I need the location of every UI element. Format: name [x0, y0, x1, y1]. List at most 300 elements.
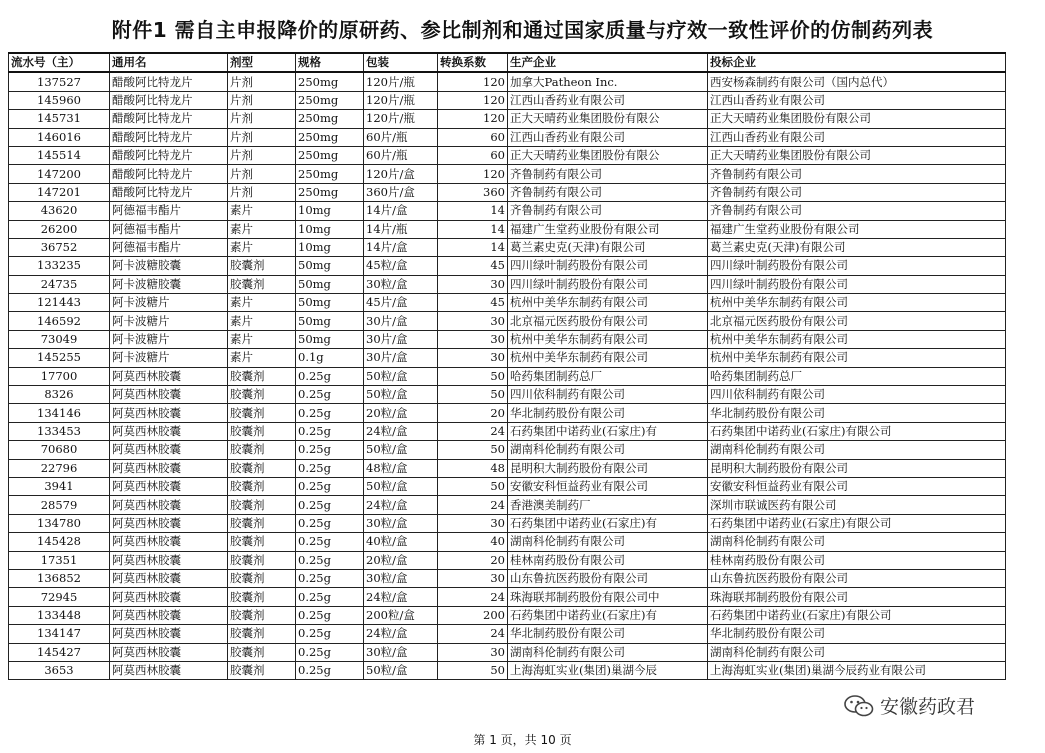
cell-serial-no: 133448 [9, 606, 110, 624]
cell-package: 45粒/盒 [364, 257, 438, 275]
cell-dosage-form: 胶囊剂 [228, 569, 296, 587]
cell-generic-name: 阿卡波糖片 [110, 330, 228, 348]
cell-manufacturer: 山东鲁抗医药股份有限公司 [508, 569, 708, 587]
cell-dosage-form: 胶囊剂 [228, 514, 296, 532]
cell-bidding-company: 安徽安科恒益药业有限公司 [708, 477, 1006, 495]
cell-manufacturer: 葛兰素史克(天津)有限公司 [508, 238, 708, 256]
cell-conversion-factor: 45 [438, 257, 508, 275]
cell-bidding-company: 福建广生堂药业股份有限公司 [708, 220, 1006, 238]
cell-conversion-factor: 48 [438, 459, 508, 477]
table-row [9, 625, 1006, 643]
cell-generic-name: 阿德福韦酯片 [110, 202, 228, 220]
cell-bidding-company: 葛兰素史克(天津)有限公司 [708, 238, 1006, 256]
cell-spec: 250mg [296, 165, 364, 183]
cell-serial-no: 136852 [9, 569, 110, 587]
cell-spec: 0.25g [296, 477, 364, 495]
cell-package: 24粒/盒 [364, 496, 438, 514]
cell-serial-no: 3941 [9, 477, 110, 495]
cell-generic-name: 阿莫西林胶囊 [110, 459, 228, 477]
cell-serial-no: 17351 [9, 551, 110, 569]
cell-serial-no: 43620 [9, 202, 110, 220]
cell-package: 30片/盒 [364, 312, 438, 330]
cell-manufacturer: 加拿大Patheon Inc. [508, 72, 708, 91]
cell-serial-no: 145731 [9, 110, 110, 128]
cell-conversion-factor: 30 [438, 330, 508, 348]
cell-dosage-form: 胶囊剂 [228, 606, 296, 624]
cell-spec: 250mg [296, 110, 364, 128]
cell-conversion-factor: 20 [438, 551, 508, 569]
cell-bidding-company: 上海海虹实业(集团)巢湖今辰药业有限公司 [708, 661, 1006, 679]
cell-manufacturer: 杭州中美华东制药有限公司 [508, 294, 708, 312]
table-row [9, 477, 1006, 495]
cell-dosage-form: 素片 [228, 294, 296, 312]
cell-conversion-factor: 50 [438, 367, 508, 385]
cell-conversion-factor: 60 [438, 128, 508, 146]
cell-serial-no: 72945 [9, 588, 110, 606]
cell-dosage-form: 片剂 [228, 128, 296, 146]
cell-serial-no: 70680 [9, 441, 110, 459]
cell-package: 60片/瓶 [364, 128, 438, 146]
cell-spec: 0.25g [296, 551, 364, 569]
wechat-icon [844, 694, 874, 718]
cell-dosage-form: 素片 [228, 238, 296, 256]
cell-generic-name: 醋酸阿比特龙片 [110, 183, 228, 201]
cell-bidding-company: 四川绿叶制药股份有限公司 [708, 257, 1006, 275]
cell-dosage-form: 胶囊剂 [228, 441, 296, 459]
table-row [9, 569, 1006, 587]
cell-spec: 0.25g [296, 606, 364, 624]
cell-dosage-form: 胶囊剂 [228, 496, 296, 514]
cell-manufacturer: 四川绿叶制药股份有限公司 [508, 275, 708, 293]
cell-dosage-form: 胶囊剂 [228, 643, 296, 661]
cell-bidding-company: 珠海联邦制药股份有限公司 [708, 588, 1006, 606]
cell-serial-no: 145427 [9, 643, 110, 661]
table-row [9, 588, 1006, 606]
cell-bidding-company: 杭州中美华东制药有限公司 [708, 330, 1006, 348]
cell-dosage-form: 片剂 [228, 72, 296, 91]
table-row [9, 294, 1006, 312]
cell-spec: 250mg [296, 183, 364, 201]
cell-generic-name: 阿莫西林胶囊 [110, 514, 228, 532]
cell-generic-name: 阿卡波糖片 [110, 349, 228, 367]
cell-package: 30粒/盒 [364, 643, 438, 661]
cell-dosage-form: 胶囊剂 [228, 533, 296, 551]
cell-conversion-factor: 120 [438, 165, 508, 183]
cell-package: 30粒/盒 [364, 275, 438, 293]
cell-conversion-factor: 24 [438, 496, 508, 514]
cell-serial-no: 121443 [9, 294, 110, 312]
cell-serial-no: 73049 [9, 330, 110, 348]
cell-package: 50粒/盒 [364, 367, 438, 385]
cell-package: 20粒/盒 [364, 404, 438, 422]
cell-bidding-company: 西安杨森制药有限公司（国内总代） [708, 72, 1006, 91]
cell-package: 14片/盒 [364, 202, 438, 220]
cell-manufacturer: 安徽安科恒益药业有限公司 [508, 477, 708, 495]
cell-generic-name: 阿莫西林胶囊 [110, 551, 228, 569]
cell-generic-name: 阿卡波糖片 [110, 294, 228, 312]
watermark-text: 安徽药政君 [880, 696, 976, 718]
cell-bidding-company: 湖南科伦制药有限公司 [708, 533, 1006, 551]
cell-package: 48粒/盒 [364, 459, 438, 477]
cell-bidding-company: 山东鲁抗医药股份有限公司 [708, 569, 1006, 587]
cell-serial-no: 145960 [9, 91, 110, 109]
cell-manufacturer: 香港澳美制药厂 [508, 496, 708, 514]
cell-conversion-factor: 14 [438, 238, 508, 256]
cell-manufacturer: 江西山香药业有限公司 [508, 128, 708, 146]
cell-serial-no: 146592 [9, 312, 110, 330]
cell-conversion-factor: 30 [438, 312, 508, 330]
cell-generic-name: 阿莫西林胶囊 [110, 625, 228, 643]
cell-spec: 0.1g [296, 349, 364, 367]
cell-manufacturer: 石药集团中诺药业(石家庄)有 [508, 422, 708, 440]
table-row [9, 606, 1006, 624]
cell-conversion-factor: 50 [438, 661, 508, 679]
cell-conversion-factor: 24 [438, 588, 508, 606]
cell-dosage-form: 胶囊剂 [228, 422, 296, 440]
cell-conversion-factor: 40 [438, 533, 508, 551]
cell-manufacturer: 石药集团中诺药业(石家庄)有 [508, 514, 708, 532]
cell-conversion-factor: 360 [438, 183, 508, 201]
cell-generic-name: 阿莫西林胶囊 [110, 588, 228, 606]
cell-serial-no: 137527 [9, 72, 110, 91]
table-row [9, 146, 1006, 164]
table-header-row [9, 53, 1006, 72]
cell-bidding-company: 华北制药股份有限公司 [708, 404, 1006, 422]
cell-conversion-factor: 120 [438, 72, 508, 91]
cell-conversion-factor: 30 [438, 275, 508, 293]
cell-generic-name: 阿卡波糖胶囊 [110, 275, 228, 293]
cell-spec: 50mg [296, 312, 364, 330]
table-body [9, 72, 1006, 679]
cell-dosage-form: 素片 [228, 220, 296, 238]
cell-conversion-factor: 24 [438, 625, 508, 643]
cell-serial-no: 146016 [9, 128, 110, 146]
cell-spec: 10mg [296, 202, 364, 220]
cell-dosage-form: 胶囊剂 [228, 367, 296, 385]
cell-manufacturer: 上海海虹实业(集团)巢湖今辰 [508, 661, 708, 679]
cell-package: 120片/瓶 [364, 91, 438, 109]
cell-bidding-company: 四川绿叶制药股份有限公司 [708, 275, 1006, 293]
cell-bidding-company: 湖南科伦制药有限公司 [708, 441, 1006, 459]
cell-conversion-factor: 30 [438, 569, 508, 587]
header-conversion-factor: 转换系数 [438, 53, 508, 72]
cell-dosage-form: 胶囊剂 [228, 477, 296, 495]
cell-package: 20粒/盒 [364, 551, 438, 569]
cell-conversion-factor: 30 [438, 349, 508, 367]
cell-spec: 250mg [296, 91, 364, 109]
cell-dosage-form: 胶囊剂 [228, 625, 296, 643]
cell-bidding-company: 昆明积大制药股份有限公司 [708, 459, 1006, 477]
cell-bidding-company: 正大天晴药业集团股份有限公司 [708, 110, 1006, 128]
table-row [9, 312, 1006, 330]
table-row [9, 183, 1006, 201]
cell-manufacturer: 正大天晴药业集团股份有限公 [508, 110, 708, 128]
cell-spec: 0.25g [296, 441, 364, 459]
cell-generic-name: 醋酸阿比特龙片 [110, 146, 228, 164]
header-serial-no: 流水号（主） [9, 53, 110, 72]
cell-package: 40粒/盒 [364, 533, 438, 551]
cell-generic-name: 阿卡波糖胶囊 [110, 257, 228, 275]
cell-serial-no: 22796 [9, 459, 110, 477]
cell-conversion-factor: 200 [438, 606, 508, 624]
cell-bidding-company: 江西山香药业有限公司 [708, 128, 1006, 146]
cell-package: 14片/盒 [364, 238, 438, 256]
cell-package: 30粒/盒 [364, 514, 438, 532]
cell-generic-name: 醋酸阿比特龙片 [110, 91, 228, 109]
cell-bidding-company: 齐鲁制药有限公司 [708, 183, 1006, 201]
cell-generic-name: 阿德福韦酯片 [110, 220, 228, 238]
cell-manufacturer: 齐鲁制药有限公司 [508, 183, 708, 201]
cell-spec: 50mg [296, 275, 364, 293]
cell-spec: 50mg [296, 330, 364, 348]
cell-conversion-factor: 24 [438, 422, 508, 440]
table-row [9, 220, 1006, 238]
cell-conversion-factor: 50 [438, 386, 508, 404]
cell-package: 30片/盒 [364, 349, 438, 367]
table-row [9, 459, 1006, 477]
cell-bidding-company: 石药集团中诺药业(石家庄)有限公司 [708, 514, 1006, 532]
cell-dosage-form: 素片 [228, 202, 296, 220]
cell-spec: 0.25g [296, 643, 364, 661]
cell-dosage-form: 胶囊剂 [228, 275, 296, 293]
cell-serial-no: 3653 [9, 661, 110, 679]
cell-package: 120片/瓶 [364, 72, 438, 91]
cell-package: 50粒/盒 [364, 386, 438, 404]
cell-manufacturer: 杭州中美华东制药有限公司 [508, 330, 708, 348]
cell-manufacturer: 北京福元医药股份有限公司 [508, 312, 708, 330]
table-row [9, 386, 1006, 404]
cell-conversion-factor: 45 [438, 294, 508, 312]
table-row [9, 533, 1006, 551]
cell-dosage-form: 片剂 [228, 146, 296, 164]
cell-conversion-factor: 120 [438, 91, 508, 109]
cell-generic-name: 阿卡波糖片 [110, 312, 228, 330]
cell-manufacturer: 湖南科伦制药有限公司 [508, 643, 708, 661]
cell-serial-no: 134780 [9, 514, 110, 532]
cell-spec: 0.25g [296, 496, 364, 514]
cell-package: 120片/瓶 [364, 110, 438, 128]
cell-manufacturer: 福建广生堂药业股份有限公司 [508, 220, 708, 238]
cell-manufacturer: 齐鲁制药有限公司 [508, 202, 708, 220]
cell-manufacturer: 昆明积大制药股份有限公司 [508, 459, 708, 477]
cell-dosage-form: 胶囊剂 [228, 404, 296, 422]
cell-manufacturer: 石药集团中诺药业(石家庄)有 [508, 606, 708, 624]
cell-bidding-company: 齐鲁制药有限公司 [708, 202, 1006, 220]
table-row [9, 275, 1006, 293]
cell-serial-no: 134146 [9, 404, 110, 422]
cell-dosage-form: 片剂 [228, 110, 296, 128]
cell-package: 24粒/盒 [364, 588, 438, 606]
cell-bidding-company: 正大天晴药业集团股份有限公司 [708, 146, 1006, 164]
table-row [9, 643, 1006, 661]
cell-spec: 0.25g [296, 569, 364, 587]
cell-serial-no: 36752 [9, 238, 110, 256]
cell-generic-name: 阿莫西林胶囊 [110, 386, 228, 404]
cell-package: 50粒/盒 [364, 661, 438, 679]
table-row [9, 551, 1006, 569]
cell-spec: 0.25g [296, 514, 364, 532]
table-row [9, 404, 1006, 422]
cell-package: 200粒/盒 [364, 606, 438, 624]
header-generic-name: 通用名 [110, 53, 228, 72]
table-row [9, 514, 1006, 532]
cell-generic-name: 阿莫西林胶囊 [110, 404, 228, 422]
cell-generic-name: 阿莫西林胶囊 [110, 496, 228, 514]
table-row [9, 238, 1006, 256]
header-package: 包装 [364, 53, 438, 72]
table-row [9, 422, 1006, 440]
cell-dosage-form: 片剂 [228, 91, 296, 109]
cell-conversion-factor: 50 [438, 441, 508, 459]
cell-spec: 0.25g [296, 533, 364, 551]
table-row [9, 91, 1006, 109]
table-row [9, 330, 1006, 348]
table-row [9, 441, 1006, 459]
cell-generic-name: 阿莫西林胶囊 [110, 367, 228, 385]
cell-dosage-form: 素片 [228, 312, 296, 330]
cell-bidding-company: 齐鲁制药有限公司 [708, 165, 1006, 183]
cell-conversion-factor: 50 [438, 477, 508, 495]
cell-generic-name: 阿莫西林胶囊 [110, 477, 228, 495]
cell-spec: 50mg [296, 257, 364, 275]
cell-dosage-form: 胶囊剂 [228, 661, 296, 679]
table-row [9, 661, 1006, 679]
cell-serial-no: 147201 [9, 183, 110, 201]
cell-package: 50粒/盒 [364, 441, 438, 459]
table-row [9, 349, 1006, 367]
header-dosage-form: 剂型 [228, 53, 296, 72]
cell-dosage-form: 片剂 [228, 165, 296, 183]
cell-spec: 250mg [296, 146, 364, 164]
cell-dosage-form: 胶囊剂 [228, 551, 296, 569]
cell-serial-no: 145514 [9, 146, 110, 164]
cell-dosage-form: 素片 [228, 349, 296, 367]
cell-package: 45片/盒 [364, 294, 438, 312]
cell-conversion-factor: 14 [438, 202, 508, 220]
cell-package: 24粒/盒 [364, 422, 438, 440]
table-row [9, 257, 1006, 275]
cell-spec: 10mg [296, 220, 364, 238]
cell-bidding-company: 华北制药股份有限公司 [708, 625, 1006, 643]
cell-manufacturer: 珠海联邦制药股份有限公司中 [508, 588, 708, 606]
cell-manufacturer: 四川绿叶制药股份有限公司 [508, 257, 708, 275]
cell-manufacturer: 杭州中美华东制药有限公司 [508, 349, 708, 367]
cell-bidding-company: 杭州中美华东制药有限公司 [708, 294, 1006, 312]
cell-manufacturer: 齐鲁制药有限公司 [508, 165, 708, 183]
table-row [9, 128, 1006, 146]
cell-bidding-company: 石药集团中诺药业(石家庄)有限公司 [708, 422, 1006, 440]
cell-generic-name: 阿莫西林胶囊 [110, 533, 228, 551]
table-row [9, 367, 1006, 385]
cell-generic-name: 阿莫西林胶囊 [110, 661, 228, 679]
table-row [9, 72, 1006, 91]
header-spec: 规格 [296, 53, 364, 72]
document-title: 附件1 需自主申报降价的原研药、参比制剂和通过国家质量与疗效一致性评价的仿制药列表 [111, 18, 934, 42]
cell-generic-name: 阿莫西林胶囊 [110, 643, 228, 661]
cell-dosage-form: 胶囊剂 [228, 588, 296, 606]
cell-dosage-form: 素片 [228, 330, 296, 348]
cell-bidding-company: 哈药集团制药总厂 [708, 367, 1006, 385]
cell-spec: 0.25g [296, 422, 364, 440]
cell-generic-name: 阿莫西林胶囊 [110, 422, 228, 440]
cell-generic-name: 醋酸阿比特龙片 [110, 128, 228, 146]
cell-spec: 10mg [296, 238, 364, 256]
cell-manufacturer: 华北制药股份有限公司 [508, 404, 708, 422]
header-bidding-company: 投标企业 [708, 53, 1006, 72]
cell-serial-no: 145428 [9, 533, 110, 551]
cell-package: 14片/瓶 [364, 220, 438, 238]
cell-serial-no: 17700 [9, 367, 110, 385]
cell-dosage-form: 胶囊剂 [228, 257, 296, 275]
cell-serial-no: 24735 [9, 275, 110, 293]
cell-conversion-factor: 30 [438, 514, 508, 532]
cell-package: 24粒/盒 [364, 625, 438, 643]
cell-bidding-company: 桂林南药股份有限公司 [708, 551, 1006, 569]
cell-package: 60片/瓶 [364, 146, 438, 164]
cell-serial-no: 26200 [9, 220, 110, 238]
header-manufacturer: 生产企业 [508, 53, 708, 72]
cell-serial-no: 147200 [9, 165, 110, 183]
cell-package: 50粒/盒 [364, 477, 438, 495]
cell-generic-name: 醋酸阿比特龙片 [110, 72, 228, 91]
cell-spec: 0.25g [296, 661, 364, 679]
drug-list-table [8, 52, 1006, 680]
cell-manufacturer: 四川依科制药有限公司 [508, 386, 708, 404]
cell-package: 360片/盒 [364, 183, 438, 201]
cell-spec: 250mg [296, 72, 364, 91]
cell-spec: 250mg [296, 128, 364, 146]
cell-manufacturer: 正大天晴药业集团股份有限公 [508, 146, 708, 164]
cell-serial-no: 133235 [9, 257, 110, 275]
cell-conversion-factor: 120 [438, 110, 508, 128]
cell-manufacturer: 湖南科伦制药有限公司 [508, 441, 708, 459]
cell-generic-name: 阿莫西林胶囊 [110, 606, 228, 624]
cell-conversion-factor: 30 [438, 643, 508, 661]
cell-spec: 0.25g [296, 404, 364, 422]
cell-bidding-company: 深圳市联诚医药有限公司 [708, 496, 1006, 514]
cell-generic-name: 醋酸阿比特龙片 [110, 165, 228, 183]
cell-dosage-form: 胶囊剂 [228, 459, 296, 477]
cell-package: 120片/盒 [364, 165, 438, 183]
cell-conversion-factor: 20 [438, 404, 508, 422]
cell-dosage-form: 胶囊剂 [228, 386, 296, 404]
cell-conversion-factor: 60 [438, 146, 508, 164]
table-row [9, 110, 1006, 128]
cell-serial-no: 134147 [9, 625, 110, 643]
cell-conversion-factor: 14 [438, 220, 508, 238]
cell-manufacturer: 桂林南药股份有限公司 [508, 551, 708, 569]
cell-spec: 50mg [296, 294, 364, 312]
cell-generic-name: 阿德福韦酯片 [110, 238, 228, 256]
watermark [838, 690, 981, 721]
page-footer: 第 1 页，共 10 页 [473, 733, 572, 747]
cell-package: 30片/盒 [364, 330, 438, 348]
cell-generic-name: 醋酸阿比特龙片 [110, 110, 228, 128]
cell-spec: 0.25g [296, 386, 364, 404]
cell-serial-no: 8326 [9, 386, 110, 404]
cell-manufacturer: 江西山香药业有限公司 [508, 91, 708, 109]
cell-generic-name: 阿莫西林胶囊 [110, 441, 228, 459]
cell-serial-no: 145255 [9, 349, 110, 367]
cell-bidding-company: 四川依科制药有限公司 [708, 386, 1006, 404]
cell-bidding-company: 北京福元医药股份有限公司 [708, 312, 1006, 330]
cell-bidding-company: 湖南科伦制药有限公司 [708, 643, 1006, 661]
cell-package: 30粒/盒 [364, 569, 438, 587]
cell-generic-name: 阿莫西林胶囊 [110, 569, 228, 587]
table-row [9, 202, 1006, 220]
table-row [9, 496, 1006, 514]
cell-dosage-form: 片剂 [228, 183, 296, 201]
